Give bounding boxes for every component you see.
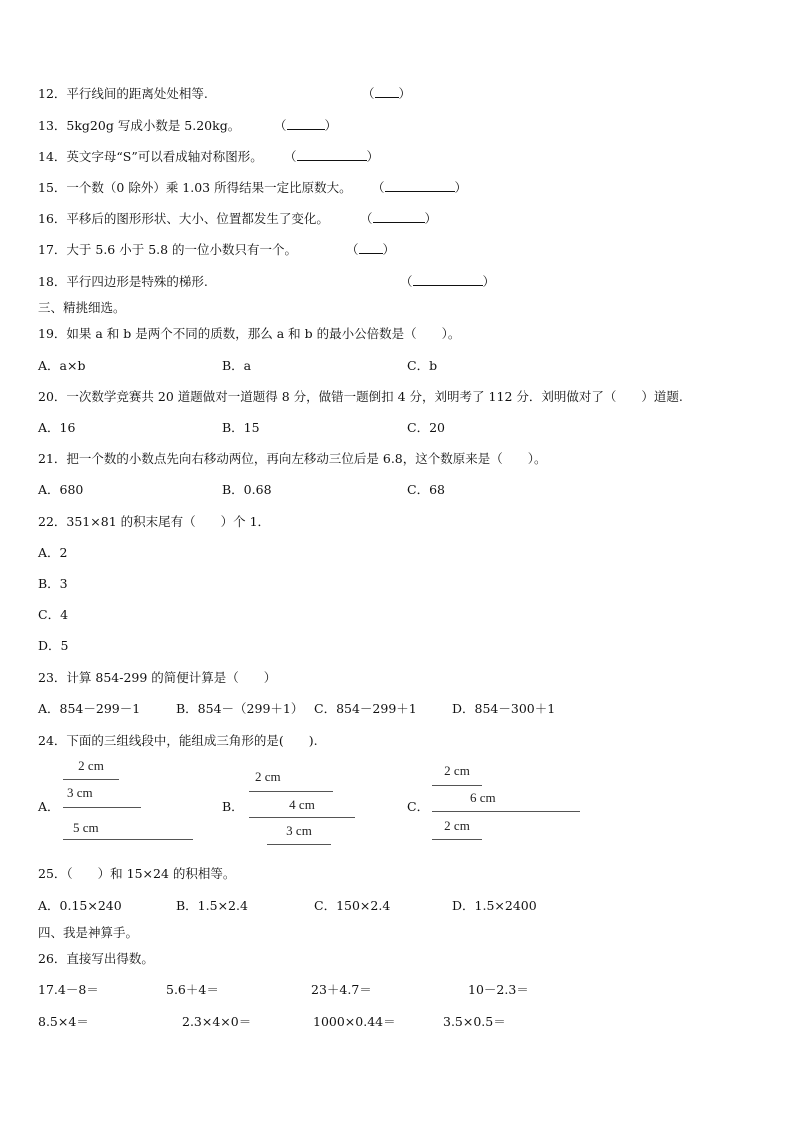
option-a[interactable]: A．	[38, 799, 60, 814]
calc-item[interactable]: 5.6＋4＝	[166, 982, 219, 997]
question-19: 19．如果 a 和 b 是两个不同的质数，那么 a 和 b 的最小公倍数是（ ）。	[38, 326, 461, 341]
option-b[interactable]: B．	[222, 799, 244, 814]
answer-blank[interactable]: （ ）	[284, 149, 380, 164]
answer-blank[interactable]: （ ）	[400, 274, 496, 289]
segment-a-1: 2 cm	[63, 758, 119, 782]
question-26: 26．直接写出得数。	[38, 951, 154, 966]
calc-item[interactable]: 2.3×4×0＝	[182, 1014, 252, 1029]
question-24: 24．下面的三组线段中，能组成三角形的是( ).	[38, 733, 318, 748]
option-c[interactable]: C．854－299＋1	[314, 701, 417, 716]
calc-item[interactable]: 8.5×4＝	[38, 1014, 89, 1029]
option-b[interactable]: B．15	[222, 420, 260, 435]
tf-text: 16．平移后的图形形状、大小、位置都发生了变化。	[38, 211, 329, 226]
segment-a-2: 3 cm	[63, 785, 141, 809]
option-b[interactable]: B．a	[222, 358, 252, 373]
segment-a-3: 5 cm	[63, 820, 193, 844]
tf-item-17	[38, 240, 297, 258]
calc-item[interactable]: 23＋4.7＝	[311, 982, 372, 997]
option-c[interactable]: C．68	[407, 482, 445, 497]
option-c[interactable]: C．4	[38, 607, 69, 622]
section-heading: 四、我是神算手。	[38, 925, 139, 940]
option-c[interactable]: C．b	[407, 358, 438, 373]
calc-item[interactable]: 1000×0.44＝	[313, 1014, 396, 1029]
option-d[interactable]: D．1.5×2400	[452, 898, 537, 913]
tf-item-18	[38, 272, 208, 290]
tf-item-12	[38, 84, 208, 102]
segment-b-2: 4 cm	[249, 797, 355, 821]
tf-item-16	[38, 209, 329, 227]
option-a[interactable]: A．2	[38, 545, 68, 560]
answer-blank[interactable]: （ ）	[346, 242, 396, 257]
segment-c-2: 6 cm	[432, 790, 580, 814]
tf-text: 14．英文字母“S”可以看成轴对称图形。	[38, 149, 263, 164]
tf-text: 13．5kg20g 写成小数是 5.20kg。	[38, 118, 241, 133]
option-b[interactable]: B．0.68	[222, 482, 272, 497]
option-c[interactable]: C．	[407, 799, 430, 814]
option-d[interactable]: D．5	[38, 638, 69, 653]
answer-blank[interactable]: （ ）	[274, 118, 338, 133]
segment-c-3: 2 cm	[432, 818, 482, 842]
question-25: 25．（ ）和 15×24 的积相等。	[38, 866, 236, 881]
segment-b-1: 2 cm	[249, 769, 333, 793]
option-c[interactable]: C．20	[407, 420, 445, 435]
section-heading: 三、精挑细选。	[38, 300, 126, 315]
question-22: 22．351×81 的积末尾有（ ）个 1．	[38, 514, 271, 529]
option-a[interactable]: A．680	[38, 482, 84, 497]
answer-blank[interactable]: （ ）	[362, 86, 412, 101]
option-a[interactable]: A．0.15×240	[38, 898, 122, 913]
answer-blank[interactable]: （ ）	[372, 180, 468, 195]
question-20: 20．一次数学竞赛共 20 道题做对一道题得 8 分，做错一题倒扣 4 分，刘明考了 112 分．刘明做对了（ ）道题.	[38, 389, 683, 404]
tf-text: 18．平行四边形是特殊的梯形.	[38, 274, 208, 289]
segment-b-3: 3 cm	[267, 823, 331, 847]
option-a[interactable]: A．16	[38, 420, 76, 435]
option-c[interactable]: C．150×2.4	[314, 898, 391, 913]
question-23: 23．计算 854-299 的简便计算是（ ）	[38, 670, 277, 685]
segment-c-1: 2 cm	[432, 763, 482, 787]
tf-item-14	[38, 147, 263, 165]
option-b[interactable]: B．1.5×2.4	[176, 898, 248, 913]
tf-text: 12．平行线间的距离处处相等.	[38, 86, 208, 101]
calc-item[interactable]: 17.4－8＝	[38, 982, 99, 997]
option-b[interactable]: B．3	[38, 576, 68, 591]
option-a[interactable]: A．a×b	[38, 358, 86, 373]
calc-item[interactable]: 3.5×0.5＝	[443, 1014, 506, 1029]
option-a[interactable]: A．854－299－1	[38, 701, 141, 716]
tf-text: 17．大于 5.6 小于 5.8 的一位小数只有一个。	[38, 242, 298, 257]
answer-blank[interactable]: （ ）	[360, 211, 438, 226]
tf-text: 15．一个数（0 除外）乘 1.03 所得结果一定比原数大。	[38, 180, 352, 195]
option-d[interactable]: D．854－300＋1	[452, 701, 556, 716]
calc-item[interactable]: 10－2.3＝	[468, 982, 529, 997]
question-21: 21．把一个数的小数点先向右移动两位，再向左移动三位后是 6.8，这个数原来是（ ）。	[38, 451, 547, 466]
tf-item-13	[38, 116, 240, 134]
tf-item-15	[38, 178, 352, 196]
option-b[interactable]: B．854－（299＋1）	[176, 701, 304, 716]
